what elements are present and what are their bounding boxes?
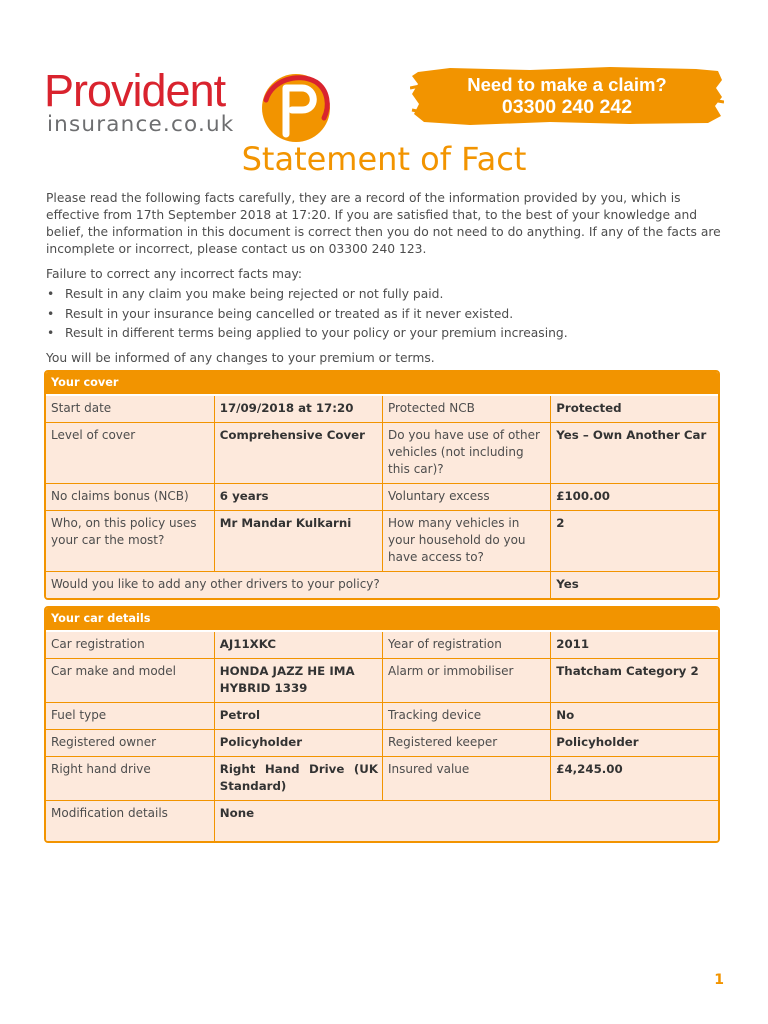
table-row (46, 484, 718, 511)
field-label: Start date (46, 396, 214, 423)
table-row (46, 659, 718, 703)
table-row (46, 572, 718, 599)
field-value: HONDA JAZZ HE IMA HYBRID 1339 (214, 659, 382, 703)
page-number: 1 (714, 972, 724, 988)
field-label: Modification details (46, 801, 214, 841)
table-row (46, 730, 718, 757)
table-row (46, 632, 718, 659)
list-item: • Result in any claim you make being rejected or not fully paid. (46, 286, 726, 303)
claim-phone[interactable]: 03300 240 242 (501, 96, 633, 118)
list-item: • Result in different terms being applied to your policy or your premium increasing. (46, 325, 726, 342)
field-label: Alarm or immobiliser (383, 659, 551, 703)
field-label: Voluntary excess (383, 484, 551, 511)
field-label: Right hand drive (46, 757, 214, 801)
field-label: Protected NCB (383, 396, 551, 423)
logo-p-mark-icon (258, 70, 334, 146)
informed-note: You will be informed of any changes to your premium or terms. (46, 351, 435, 365)
your-car-details-section (44, 606, 720, 843)
field-label: Car registration (46, 632, 214, 659)
section-heading: Your cover (46, 372, 718, 396)
field-label: How many vehicles in your household do you have access to? (383, 511, 551, 572)
table-row (46, 396, 718, 423)
field-value: Petrol (214, 703, 382, 730)
logo-wordmark: Provident (44, 65, 226, 116)
field-label: Do you have use of other vehicles (not including this car)? (383, 423, 551, 484)
intro-paragraph: Please read the following facts carefully, they are a record of the information provided by you, which is effective from 17th September 2018 at 17:20. If you are satisfied that, to the best of your knowledge and belief, the information in this document is correct then you do not need to do anything. If any of the facts are incomplete or incorrect, please contact us on 03300 240 123. (46, 191, 721, 256)
field-label: Year of registration (383, 632, 551, 659)
table-row (46, 511, 718, 572)
table-row (46, 757, 718, 801)
field-value: None (214, 801, 718, 841)
field-value: 17/09/2018 at 17:20 (214, 396, 382, 423)
field-value: £4,245.00 (551, 757, 718, 801)
car-table (46, 632, 718, 841)
field-label: Who, on this policy uses your car the most? (46, 511, 214, 572)
field-value: Protected (551, 396, 718, 423)
cover-table (46, 396, 718, 598)
table-row (46, 801, 718, 841)
field-label: Registered keeper (383, 730, 551, 757)
field-label: Tracking device (383, 703, 551, 730)
field-value: AJ11XKC (214, 632, 382, 659)
list-item: • Result in your insurance being cancelled or treated as if it never existed. (46, 306, 726, 323)
field-value: Comprehensive Cover (214, 423, 382, 484)
field-value: Yes (551, 572, 718, 599)
page-title: Statement of Fact (241, 140, 527, 178)
field-label: Registered owner (46, 730, 214, 757)
provident-logo (44, 66, 344, 144)
field-value: 6 years (214, 484, 382, 511)
logo-domain: insurance.co.uk (47, 112, 235, 137)
field-label: Fuel type (46, 703, 214, 730)
field-label: No claims bonus (NCB) (46, 484, 214, 511)
field-label: Car make and model (46, 659, 214, 703)
field-value: £100.00 (551, 484, 718, 511)
field-value: Policyholder (551, 730, 718, 757)
field-value: No (551, 703, 718, 730)
consequence-list (46, 286, 726, 345)
table-row (46, 423, 718, 484)
field-label: Insured value (383, 757, 551, 801)
field-value: Thatcham Category 2 (551, 659, 718, 703)
field-label: Would you like to add any other drivers to your policy? (46, 572, 551, 599)
your-cover-section (44, 370, 720, 600)
field-value: Yes – Own Another Car (551, 423, 718, 484)
section-heading: Your car details (46, 608, 718, 632)
claim-banner (410, 66, 724, 126)
table-row (46, 703, 718, 730)
failure-intro: Failure to correct any incorrect facts may: (46, 267, 303, 281)
field-value: Right Hand Drive (UK Standard) (214, 757, 382, 801)
field-value: 2 (551, 511, 718, 572)
field-label: Level of cover (46, 423, 214, 484)
field-value: Mr Mandar Kulkarni (214, 511, 382, 572)
field-value: Policyholder (214, 730, 382, 757)
claim-heading: Need to make a claim? (467, 74, 667, 95)
field-value: 2011 (551, 632, 718, 659)
